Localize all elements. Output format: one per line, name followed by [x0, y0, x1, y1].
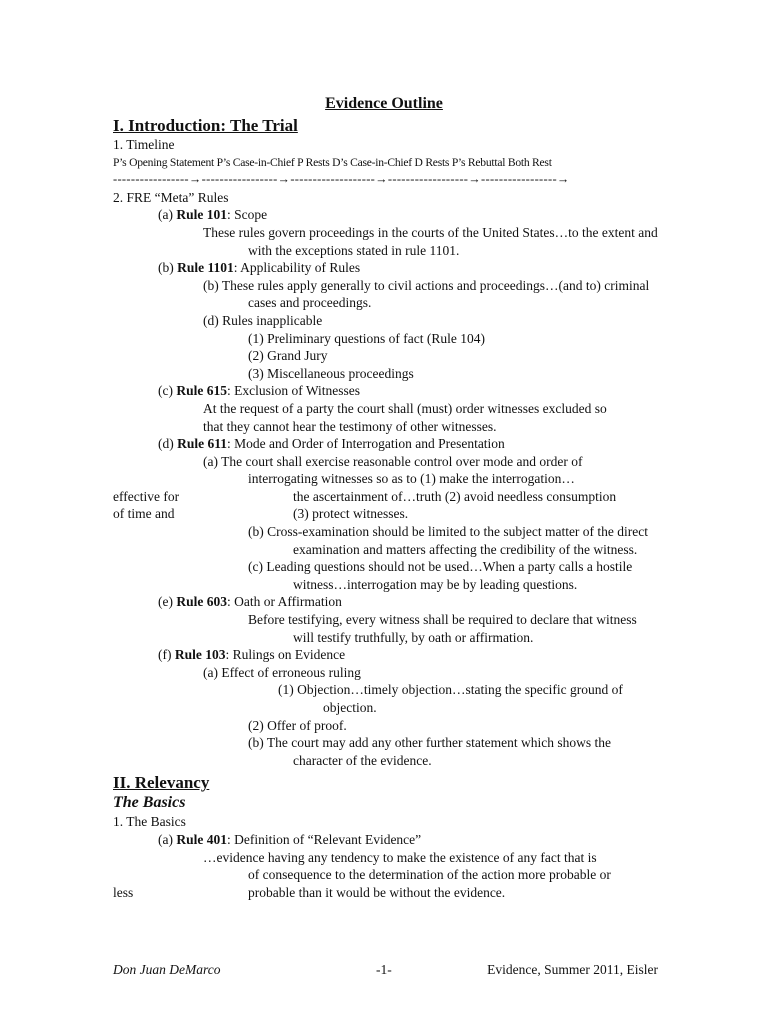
rule-number: Rule 1101 [177, 260, 234, 276]
rule-number: Rule 603 [176, 594, 227, 610]
rule-prefix: (e) [158, 594, 177, 610]
rule-title: : Applicability of Rules [233, 260, 361, 276]
rule-title: : Mode and Order of Interrogation and Presentation [227, 436, 505, 452]
footer-course: Evidence, Summer 2011, Eisler [487, 962, 658, 977]
timeline-stages: P’s Opening Statement P’s Case-in-Chief P Rests D’s Case-in-Chief D Rests P’s Rebuttal Both Rest [113, 155, 552, 169]
rule-1101-heading [113, 259, 658, 277]
rule-prefix: (a) [158, 207, 177, 223]
rule-611-b: (b) Cross-examination should be limited to the subject matter of the direct examination and matters affecting the credibility of the witness. [248, 524, 649, 557]
rule-number: Rule 401 [176, 831, 227, 847]
rule-615-text-line2: that they cannot hear the testimony of other witnesses. [203, 418, 497, 434]
rule-103-a: (a) Effect of erroneous ruling [203, 664, 361, 680]
section-heading-relevancy: II. Relevancy [113, 773, 210, 793]
rule-611-a-line4 [113, 505, 658, 523]
rule-101-heading [113, 206, 658, 224]
rule-prefix: (f) [158, 647, 175, 663]
page-footer [113, 961, 658, 979]
timeline-label: 1. Timeline [113, 137, 175, 152]
rule-401-heading [113, 831, 658, 849]
rule-1101-d1: (1) Preliminary questions of fact (Rule 104) [248, 330, 485, 346]
rule-number: Rule 615 [176, 383, 227, 399]
rule-611-a-line3-right: the ascertainment of…truth (2) avoid needless consumption [293, 488, 617, 504]
rule-611-a-line4-right: (3) protect witnesses. [293, 506, 409, 522]
rule-611-heading [113, 435, 658, 453]
rule-number: Rule 103 [174, 647, 226, 663]
rule-615-text-line1: At the request of a party the court shall (must) order witnesses excluded so [203, 400, 607, 416]
outline-body [113, 116, 658, 901]
rule-1101-d: (d) Rules inapplicable [203, 312, 323, 328]
timeline-arrows: -----------------→-----------------→-------------------→------------------→-----------------→ [113, 172, 570, 187]
rule-prefix: (b) [158, 260, 178, 276]
rule-615-heading [113, 382, 658, 400]
rule-611-a-line2: interrogating witnesses so as to (1) make the interrogation… [248, 471, 575, 487]
rule-401-line1: …evidence having any tendency to make the existence of any fact that is [203, 849, 597, 865]
rule-title: : Rulings on Evidence [225, 647, 346, 663]
rule-title: : Scope [226, 207, 268, 223]
rule-1101-b: (b) These rules apply generally to civil actions and proceedings…(and to) criminal cases and proceedings. [203, 277, 650, 311]
fre-meta-rules-label: 2. FRE “Meta” Rules [113, 189, 229, 205]
rule-401-line3-left: less [113, 884, 134, 900]
rule-611-c: (c) Leading questions should not be used…When a party calls a hostile witness…interrogation may be by leading questions. [248, 559, 633, 592]
rule-103-heading [113, 646, 658, 664]
rule-611-a-line1: (a) The court shall exercise reasonable control over mode and order of [203, 453, 583, 469]
rule-prefix: (a) [158, 831, 177, 847]
rule-101-text: These rules govern proceedings in the courts of the United States…to the extent and with the exceptions stated in rule 1101. [203, 224, 658, 258]
rule-611-a-line3 [113, 488, 658, 506]
rule-401-line3-right: probable than it would be without the evidence. [248, 884, 506, 900]
rule-prefix: (c) [158, 383, 177, 399]
subheading-the-basics: The Basics [113, 794, 186, 812]
footer-author: Don Juan DeMarco [113, 962, 221, 977]
rule-prefix: (d) [158, 436, 178, 452]
rule-401-line3 [113, 884, 658, 902]
rule-title: : Oath or Affirmation [226, 594, 342, 610]
footer-page-number: -1- [376, 962, 392, 977]
basics-label: 1. The Basics [113, 814, 186, 830]
rule-103-b: (b) The court may add any other further statement which shows the character of the evidence. [248, 735, 612, 768]
rule-603-heading [113, 593, 658, 611]
rule-title: : Exclusion of Witnesses [226, 383, 361, 399]
rule-1101-d2: (2) Grand Jury [248, 348, 328, 364]
rule-103-a1: (1) Objection…timely objection…stating the specific ground of objection. [278, 682, 623, 715]
rule-number: Rule 101 [176, 207, 227, 223]
rule-title: : Definition of “Relevant Evidence” [226, 831, 422, 847]
rule-103-a2: (2) Offer of proof. [248, 717, 347, 733]
document-title: Evidence Outline [325, 95, 443, 112]
rule-611-a-line3-left: effective for [113, 488, 180, 504]
rule-603-text: Before testifying, every witness shall be required to declare that witness will testify truthfully, by oath or affirmation. [248, 612, 637, 645]
rule-number: Rule 611 [177, 436, 228, 452]
rule-611-a-line4-left: of time and [113, 506, 175, 522]
rule-401-line2: of consequence to the determination of the action more probable or [248, 867, 611, 883]
rule-1101-d3: (3) Miscellaneous proceedings [248, 365, 414, 381]
section-heading-introduction: I. Introduction: The Trial [113, 116, 298, 135]
